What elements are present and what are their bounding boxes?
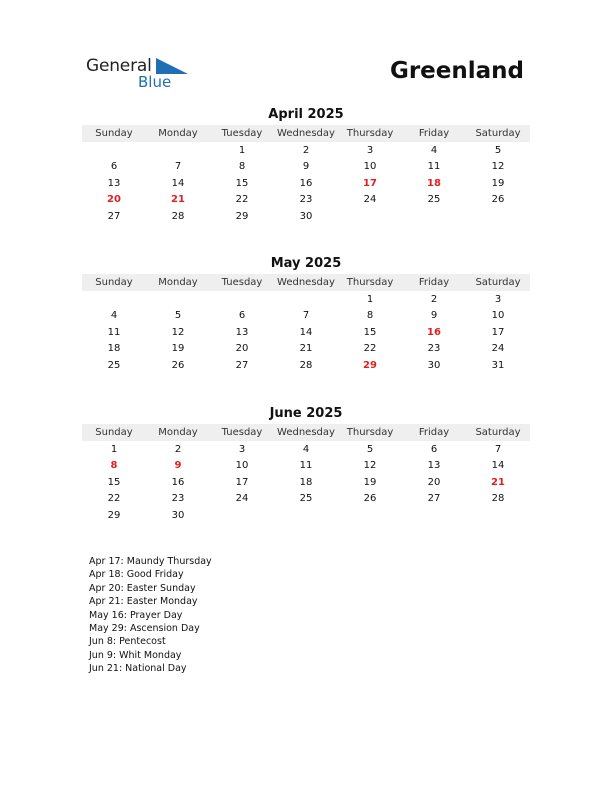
day-cell: 23 [171, 493, 185, 505]
week-row [82, 341, 530, 358]
weekday-label: Thursday [346, 277, 394, 288]
month-calendar-may [82, 256, 530, 374]
day-cell: 17 [491, 326, 505, 338]
holiday-day-cell: 16 [427, 326, 441, 338]
day-cell: 11 [107, 326, 121, 338]
day-cell: 11 [299, 460, 313, 472]
day-cell: 30 [299, 210, 313, 222]
holiday-entry: Apr 17: Maundy Thursday [89, 556, 212, 567]
holiday-entry: Jun 9: Whit Monday [89, 649, 182, 661]
day-cell: 23 [427, 343, 441, 355]
holiday-entry: Apr 20: Easter Sunday [89, 582, 196, 594]
holiday-entry: Jun 8: Pentecost [89, 636, 166, 648]
week-row [82, 458, 530, 475]
weekday-label: Saturday [475, 427, 521, 438]
weekday-label: Saturday [475, 277, 521, 288]
day-cell: 13 [235, 326, 249, 338]
weekday-label: Friday [418, 277, 450, 288]
weekday-label: Tuesday [221, 277, 263, 288]
day-cell: 28 [491, 493, 505, 505]
month-calendar-april [82, 107, 530, 225]
week-row [82, 474, 530, 491]
day-cell: 7 [494, 443, 502, 455]
week-row [82, 192, 530, 209]
month-calendar-june [82, 406, 530, 524]
weekday-label: Thursday [346, 427, 394, 438]
weekday-label: Wednesday [277, 427, 335, 438]
day-cell: 2 [302, 144, 310, 156]
weekday-label: Thursday [346, 128, 394, 139]
weekday-header-row [82, 125, 530, 142]
day-cell: 16 [299, 177, 313, 189]
weekday-header-row [82, 274, 530, 291]
weekday-label: Friday [418, 128, 450, 139]
logo-text-blue: Blue [138, 73, 172, 91]
day-cell: 6 [238, 310, 246, 322]
weekday-label: Tuesday [221, 427, 263, 438]
day-cell: 28 [299, 359, 313, 371]
week-row [82, 175, 530, 192]
day-cell: 20 [427, 476, 441, 488]
week-row [82, 441, 530, 458]
day-cell: 1 [366, 293, 374, 305]
day-cell: 22 [363, 343, 377, 355]
day-cell: 23 [299, 194, 313, 206]
week-row [82, 357, 530, 374]
day-cell: 26 [171, 359, 185, 371]
day-cell: 27 [427, 493, 441, 505]
day-cell: 14 [171, 177, 185, 189]
week-row [82, 208, 530, 225]
day-cell: 8 [238, 161, 246, 173]
holiday-entry: May 16: Prayer Day [89, 609, 183, 621]
day-cell: 13 [107, 177, 121, 189]
day-cell: 28 [171, 210, 185, 222]
day-cell: 3 [238, 443, 246, 455]
holiday-list [89, 555, 212, 676]
day-cell: 10 [363, 161, 377, 173]
day-cell: 24 [235, 493, 249, 505]
day-cell: 9 [302, 161, 310, 173]
day-cell: 3 [366, 144, 374, 156]
weekday-label: Monday [158, 427, 198, 438]
day-cell: 4 [110, 310, 118, 322]
day-cell: 2 [430, 293, 438, 305]
day-cell: 31 [491, 359, 505, 371]
day-cell: 22 [235, 194, 249, 206]
day-cell: 10 [491, 310, 505, 322]
day-cell: 19 [491, 177, 505, 189]
holiday-day-cell: 18 [427, 177, 441, 189]
day-cell: 16 [171, 476, 185, 488]
day-cell: 20 [235, 343, 249, 355]
week-row [82, 159, 530, 176]
day-cell: 17 [235, 476, 249, 488]
holiday-entry: May 29: Ascension Day [89, 623, 200, 635]
day-cell: 15 [363, 326, 377, 338]
week-row [82, 142, 530, 159]
day-cell: 5 [174, 310, 182, 322]
logo-text-general: General [86, 56, 152, 76]
day-cell: 12 [171, 326, 185, 338]
day-cell: 21 [299, 343, 313, 355]
day-cell: 26 [491, 194, 505, 206]
day-cell: 7 [302, 310, 310, 322]
weekday-label: Saturday [475, 128, 521, 139]
day-cell: 27 [107, 210, 121, 222]
day-cell: 4 [430, 144, 438, 156]
day-cell: 12 [363, 460, 377, 472]
week-row [82, 491, 530, 508]
day-cell: 1 [238, 144, 246, 156]
day-cell: 9 [430, 310, 438, 322]
day-cell: 3 [494, 293, 502, 305]
weekday-label: Monday [158, 277, 198, 288]
day-cell: 14 [299, 326, 313, 338]
day-cell: 22 [107, 493, 121, 505]
month-title: April 2025 [268, 107, 344, 122]
day-cell: 4 [302, 443, 310, 455]
day-cell: 1 [110, 443, 118, 455]
day-cell: 18 [107, 343, 121, 355]
month-title: June 2025 [269, 406, 343, 421]
weekday-label: Sunday [95, 128, 133, 139]
day-cell: 30 [427, 359, 441, 371]
weekday-label: Monday [158, 128, 198, 139]
day-cell: 13 [427, 460, 441, 472]
day-cell: 29 [235, 210, 249, 222]
month-title: May 2025 [270, 256, 342, 271]
day-cell: 11 [427, 161, 441, 173]
day-cell: 7 [174, 161, 182, 173]
day-cell: 12 [491, 161, 505, 173]
brand-logo [86, 56, 196, 92]
holiday-day-cell: 8 [110, 460, 118, 472]
day-cell: 14 [491, 460, 505, 472]
day-cell: 30 [171, 509, 185, 521]
weekday-label: Wednesday [277, 277, 335, 288]
day-cell: 27 [235, 359, 249, 371]
day-cell: 8 [366, 310, 374, 322]
day-cell: 15 [107, 476, 121, 488]
day-cell: 2 [174, 443, 182, 455]
day-cell: 24 [491, 343, 505, 355]
country-title: Greenland [389, 58, 524, 84]
holiday-entry: Apr 18: Good Friday [89, 569, 184, 581]
day-cell: 25 [427, 194, 441, 206]
day-cell: 26 [363, 493, 377, 505]
day-cell: 6 [110, 161, 118, 173]
day-cell: 5 [494, 144, 502, 156]
day-cell: 6 [430, 443, 438, 455]
holiday-day-cell: 29 [363, 359, 377, 371]
holiday-day-cell: 17 [363, 177, 377, 189]
day-cell: 24 [363, 194, 377, 206]
weekday-label: Tuesday [221, 128, 263, 139]
week-row [82, 308, 530, 325]
day-cell: 25 [299, 493, 313, 505]
weekday-label: Wednesday [277, 128, 335, 139]
weekday-label: Sunday [95, 277, 133, 288]
day-cell: 10 [235, 460, 249, 472]
weekday-header-row [82, 424, 530, 441]
day-cell: 29 [107, 509, 121, 521]
holiday-day-cell: 21 [491, 476, 505, 488]
day-cell: 15 [235, 177, 249, 189]
week-row [82, 291, 530, 308]
holiday-day-cell: 9 [174, 460, 182, 472]
week-row [82, 507, 530, 524]
weekday-label: Sunday [95, 427, 133, 438]
day-cell: 18 [299, 476, 313, 488]
week-row [82, 324, 530, 341]
day-cell: 5 [366, 443, 374, 455]
holiday-day-cell: 20 [107, 194, 121, 206]
day-cell: 19 [171, 343, 185, 355]
day-cell: 19 [363, 476, 377, 488]
holiday-entry: Jun 21: National Day [89, 663, 187, 675]
weekday-label: Friday [418, 427, 450, 438]
holiday-day-cell: 21 [171, 194, 185, 206]
day-cell: 25 [107, 359, 121, 371]
holiday-entry: Apr 21: Easter Monday [89, 596, 198, 608]
